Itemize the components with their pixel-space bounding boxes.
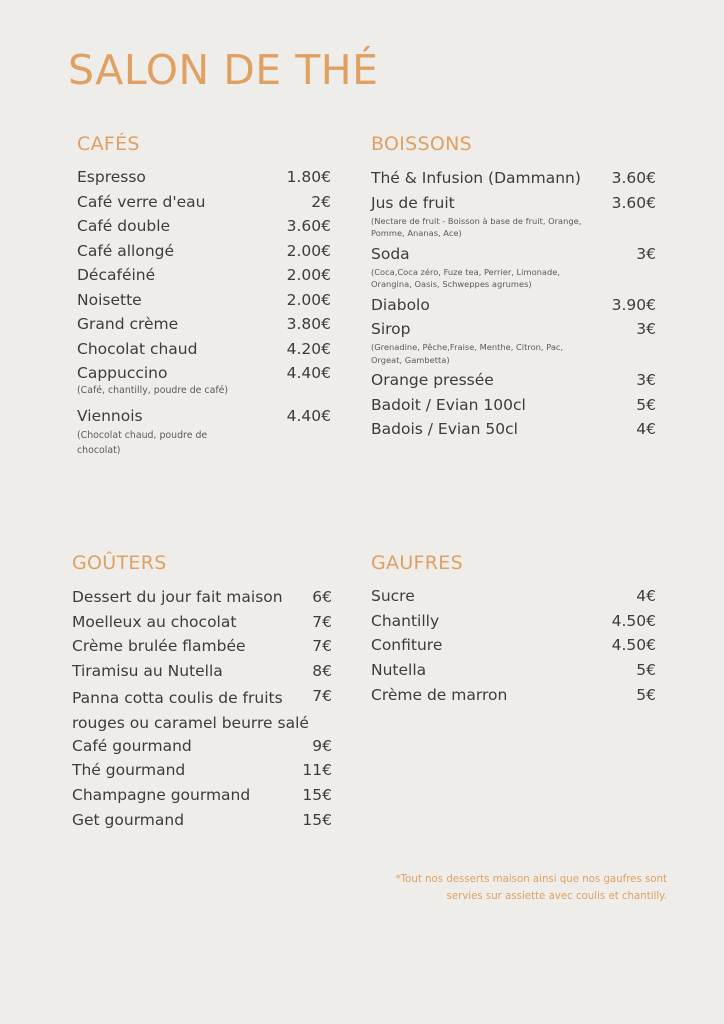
item-name: Diabolo (371, 295, 430, 314)
section-title: GAUFRES (371, 552, 463, 574)
menu-item (77, 406, 331, 459)
menu-item (77, 314, 331, 339)
item-price: 4.40€ (286, 406, 331, 425)
menu-item (371, 685, 656, 710)
menu-item (77, 192, 331, 217)
menu-item (371, 168, 656, 193)
section-gouters (72, 552, 332, 835)
item-price: 15€ (302, 786, 332, 805)
item-price: 3.80€ (286, 315, 331, 333)
item-name: Badoit / Evian 100cl (371, 395, 526, 414)
menu-item (77, 216, 331, 241)
section-gaufres (371, 552, 656, 709)
menu-item (371, 635, 656, 660)
menu-item (72, 736, 332, 761)
menu-item (371, 419, 656, 444)
menu-item (371, 244, 656, 291)
menu-list (371, 586, 656, 709)
item-name: Champagne gourmand (72, 786, 251, 805)
menu-item (77, 339, 331, 364)
item-price: 5€ (636, 685, 656, 704)
item-price: 2.00€ (286, 290, 331, 309)
menu-list (371, 168, 656, 444)
item-price: 6€ (312, 588, 332, 606)
item-name: Chocolat chaud (77, 339, 198, 358)
item-name: Décaféiné (77, 266, 156, 284)
item-name: Tiramisu au Nutella (72, 662, 223, 681)
menu-item (72, 612, 332, 637)
item-name: Thé gourmand (72, 761, 186, 780)
item-price: 3.60€ (611, 169, 656, 187)
item-price: 8€ (312, 662, 332, 681)
menu-item (72, 686, 332, 736)
section-title: CAFÉS (77, 133, 140, 155)
menu-item (72, 785, 332, 810)
menu-item (77, 363, 331, 398)
item-price: 15€ (302, 810, 332, 829)
menu-item (371, 660, 656, 685)
item-price: 4.50€ (611, 636, 656, 655)
item-price: 7€ (312, 637, 332, 656)
item-price: 9€ (312, 736, 332, 755)
item-price: 11€ (302, 761, 332, 780)
menu-item (371, 586, 656, 611)
item-price: 1.80€ (286, 168, 331, 186)
menu-item (371, 193, 656, 240)
item-name: Confiture (371, 636, 443, 655)
menu-item (371, 395, 656, 420)
item-price: 2.00€ (286, 266, 331, 284)
item-name: Crème de marron (371, 685, 508, 704)
menu-item (371, 319, 656, 366)
item-price: 3€ (636, 244, 656, 263)
menu-item (72, 587, 332, 612)
item-name: Get gourmand (72, 810, 185, 829)
item-price: 4.20€ (286, 339, 331, 358)
item-name: Moelleux au chocolat (72, 612, 237, 631)
item-name: Soda (371, 244, 410, 263)
item-name: Café double (77, 217, 171, 235)
item-price: 4€ (636, 587, 656, 605)
item-note: (Grenadine, Pêche,Fraise, Menthe, Citron, Pac, Orgeat, Gambetta) (371, 342, 564, 365)
item-name: Nutella (371, 661, 427, 680)
menu-item (77, 290, 331, 315)
menu-item (77, 241, 331, 266)
section-title: BOISSONS (371, 133, 473, 155)
item-price: 4.40€ (286, 364, 331, 382)
menu-item (371, 611, 656, 636)
item-price: 3.90€ (611, 295, 656, 314)
section-title: GOÛTERS (72, 552, 167, 574)
item-name: Chantilly (371, 611, 440, 630)
menu-item (77, 265, 331, 290)
item-price: 3€ (636, 320, 656, 338)
item-name: Café allongé (77, 241, 175, 260)
item-price: 3.60€ (611, 193, 656, 212)
item-price: 3€ (636, 371, 656, 389)
menu-item (72, 760, 332, 785)
item-name: Jus de fruit (371, 193, 455, 212)
item-price: 2€ (311, 192, 331, 211)
item-price: 4.50€ (611, 611, 656, 630)
menu-item (72, 810, 332, 835)
menu-item (77, 167, 331, 192)
item-name: Badois / Evian 50cl (371, 420, 518, 438)
item-price: 5€ (636, 395, 656, 414)
item-name: Café verre d'eau (77, 192, 206, 211)
footnote: *Tout nos desserts maison ainsi que nos gaufres sont servies sur assiette avec coulis et chantilly. (395, 874, 667, 902)
page-title: SALON DE THÉ (68, 46, 379, 94)
item-price: 4€ (636, 420, 656, 438)
item-name: Panna cotta coulis de fruits rouges ou caramel beurre salé (72, 688, 309, 732)
item-note: (Café, chantilly, poudre de café) (77, 385, 229, 396)
menu-item (371, 370, 656, 395)
menu-item (72, 636, 332, 661)
item-price: 3.60€ (286, 217, 331, 235)
item-price: 7€ (312, 612, 332, 631)
item-price: 2.00€ (286, 241, 331, 260)
section-boissons (371, 133, 656, 444)
item-name: Crème brulée flambée (72, 637, 246, 656)
menu-item (72, 661, 332, 686)
item-name: Noisette (77, 290, 142, 309)
menu-item (371, 295, 656, 320)
item-name: Viennois (77, 406, 143, 425)
item-price: 7€ (312, 686, 332, 705)
menu-list (72, 587, 332, 835)
item-name: Espresso (77, 168, 146, 186)
menu-list (77, 167, 331, 459)
item-name: Sirop (371, 320, 411, 338)
item-name: Dessert du jour fait maison (72, 588, 283, 606)
item-name: Café gourmand (72, 736, 192, 755)
item-name: Thé & Infusion (Dammann) (371, 169, 581, 187)
item-name: Grand crème (77, 315, 179, 333)
item-note: (Nectare de fruit - Boisson à base de fruit, Orange, Pomme, Ananas, Ace) (371, 215, 582, 238)
item-price: 5€ (636, 661, 656, 680)
item-note: (Coca,Coca zéro, Fuze tea, Perrier, Limonade, Orangina, Oasis, Schweppes agrumes) (371, 266, 560, 289)
section-cafes (77, 133, 331, 459)
item-name: Cappuccino (77, 364, 168, 382)
item-note: (Chocolat chaud, poudre de chocolat) (77, 429, 208, 456)
item-name: Orange pressée (371, 371, 494, 389)
item-name: Sucre (371, 587, 415, 605)
